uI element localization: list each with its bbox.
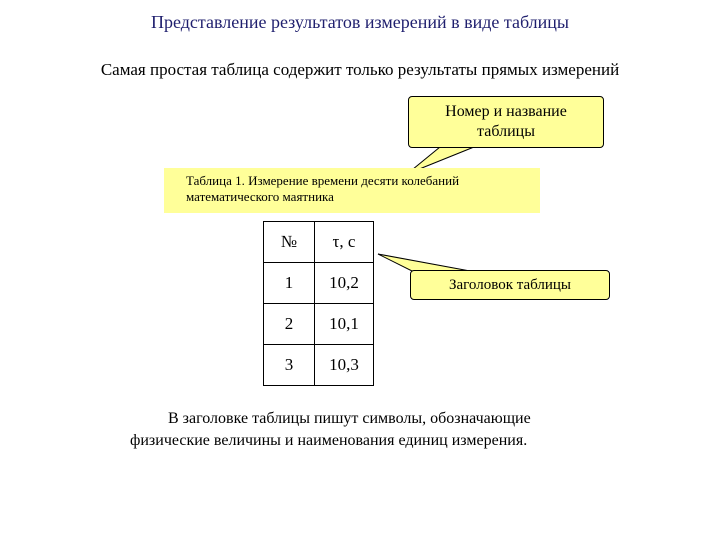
cell-time: 10,1 [315, 304, 374, 345]
cell-number: 1 [264, 263, 315, 304]
page-title: Представление результатов измерений в виде таблицы [150, 12, 570, 32]
measurement-table [263, 221, 374, 386]
cell-number: 3 [264, 345, 315, 386]
table-caption [164, 168, 540, 213]
page-subtitle: Самая простая таблица содержит только результаты прямых измерений [100, 60, 620, 79]
cell-time: 10,3 [315, 345, 374, 386]
paragraph-line-1-text: В заголовке таблицы пишут символы, обозначающие [168, 410, 531, 427]
table-row [264, 304, 374, 345]
caption-line-1: Таблица 1. Измерение времени десяти колебаний [186, 173, 460, 188]
header-number: № [264, 222, 315, 263]
paragraph-line-1 [130, 408, 600, 430]
callout-line-1: Номер и название [445, 103, 567, 120]
cell-time: 10,2 [315, 263, 374, 304]
table-row [264, 345, 374, 386]
header-time: τ, с [315, 222, 374, 263]
paragraph-line-2: физические величины и наименования единиц измерения. [130, 432, 528, 449]
table-header-row [264, 222, 374, 263]
callout-table-number-name [408, 96, 604, 148]
table-row [264, 263, 374, 304]
caption-line-2: математического маятника [186, 189, 334, 204]
explanation-paragraph [130, 408, 600, 452]
callout-table-header: Заголовок таблицы [410, 270, 610, 300]
callout-line-2: таблицы [477, 123, 535, 140]
callout-pointer-header [378, 254, 470, 271]
cell-number: 2 [264, 304, 315, 345]
